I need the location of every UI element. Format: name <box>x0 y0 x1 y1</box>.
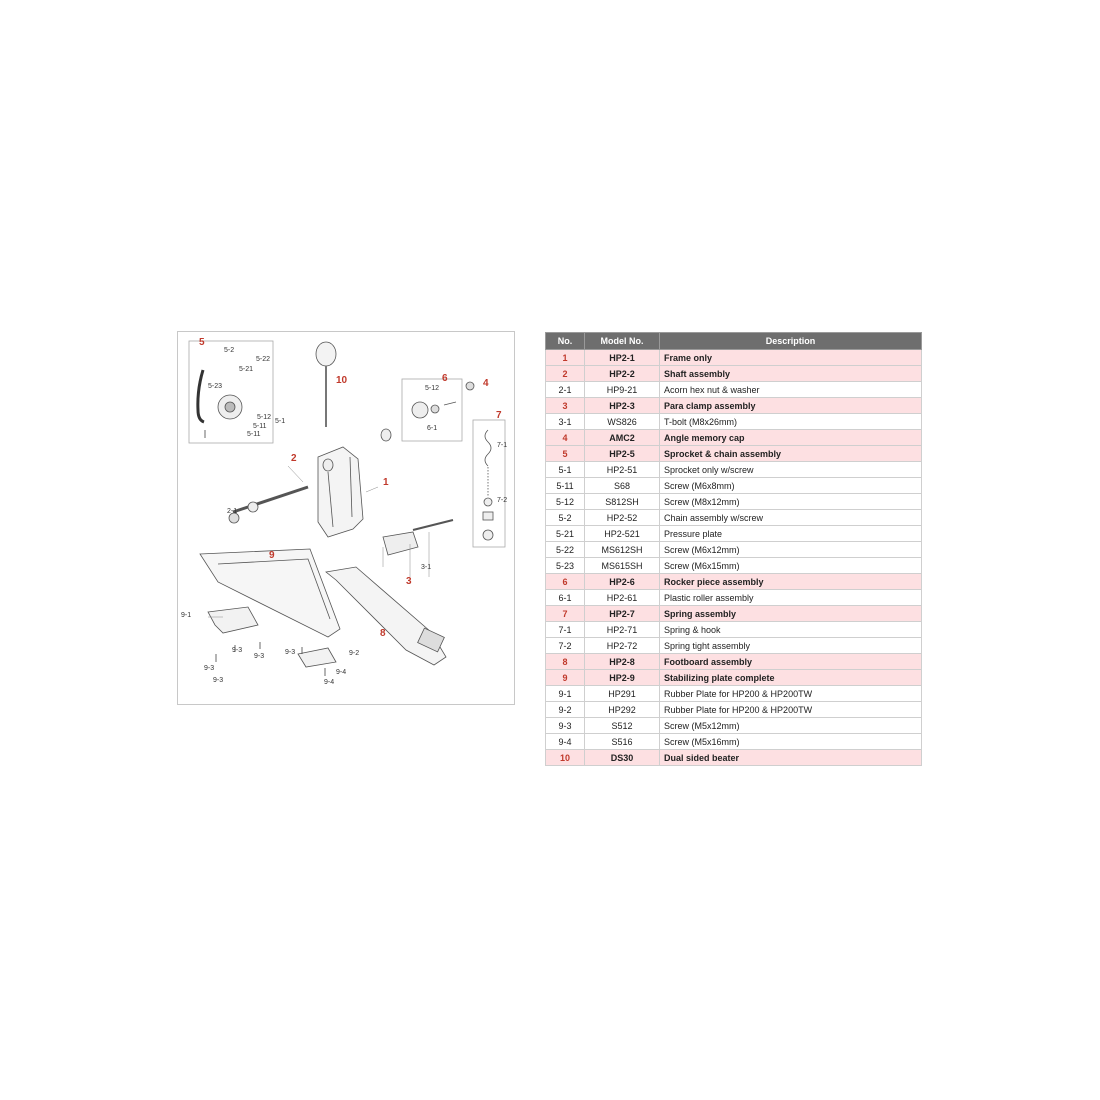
pedal-drawing <box>178 332 516 706</box>
table-row <box>546 462 922 478</box>
table-row <box>546 750 922 766</box>
label-7-2: 7-2 <box>497 497 508 504</box>
cell-no: 2-1 <box>546 382 585 398</box>
table-row <box>546 510 922 526</box>
cell-no: 7-2 <box>546 638 585 654</box>
cell-no: 3-1 <box>546 414 585 430</box>
cell-model: HP2-7 <box>585 606 660 622</box>
cell-description: Chain assembly w/screw <box>660 510 922 526</box>
cell-description: Spring assembly <box>660 606 922 622</box>
cell-description: Shaft assembly <box>660 366 922 382</box>
label-5-11: 5-11 <box>253 423 267 430</box>
cell-model: HP2-5 <box>585 446 660 462</box>
cell-no: 1 <box>546 350 585 366</box>
cell-model: HP2-8 <box>585 654 660 670</box>
parts-table <box>545 332 922 766</box>
cell-description: Footboard assembly <box>660 654 922 670</box>
cell-no: 5-11 <box>546 478 585 494</box>
cell-model: AMC2 <box>585 430 660 446</box>
cell-model: S68 <box>585 478 660 494</box>
cell-model: HP2-6 <box>585 574 660 590</box>
cell-description: Para clamp assembly <box>660 398 922 414</box>
cell-model: HP2-521 <box>585 526 660 542</box>
cell-no: 9 <box>546 670 585 686</box>
table-row <box>546 366 922 382</box>
cell-description: Screw (M8x12mm) <box>660 494 922 510</box>
cell-no: 6-1 <box>546 590 585 606</box>
label-9-2: 9-2 <box>349 650 360 657</box>
table-row <box>546 446 922 462</box>
callout-10: 10 <box>336 375 348 386</box>
label-9-3d: 9-3 <box>213 677 224 684</box>
cell-model: HP2-9 <box>585 670 660 686</box>
table-row <box>546 430 922 446</box>
cell-no: 7 <box>546 606 585 622</box>
cell-model: S516 <box>585 734 660 750</box>
cell-no: 4 <box>546 430 585 446</box>
cell-description: Screw (M6x8mm) <box>660 478 922 494</box>
cell-description: T-bolt (M8x26mm) <box>660 414 922 430</box>
callout-2: 2 <box>291 453 297 464</box>
cell-model: HP292 <box>585 702 660 718</box>
table-row <box>546 526 922 542</box>
cell-description: Angle memory cap <box>660 430 922 446</box>
cell-no: 5-22 <box>546 542 585 558</box>
cell-description: Stabilizing plate complete <box>660 670 922 686</box>
label-6-1: 6-1 <box>427 425 438 432</box>
header-description: Description <box>660 333 922 350</box>
cell-no: 8 <box>546 654 585 670</box>
table-row <box>546 670 922 686</box>
cell-description: Sprocket & chain assembly <box>660 446 922 462</box>
cell-description: Sprocket only w/screw <box>660 462 922 478</box>
cell-model: HP2-3 <box>585 398 660 414</box>
callout-1: 1 <box>383 477 389 488</box>
cell-description: Spring & hook <box>660 622 922 638</box>
cell-no: 5-21 <box>546 526 585 542</box>
cell-description: Acorn hex nut & washer <box>660 382 922 398</box>
cell-description: Screw (M6x12mm) <box>660 542 922 558</box>
cell-description: Rubber Plate for HP200 & HP200TW <box>660 686 922 702</box>
callout-4: 4 <box>483 378 489 389</box>
parts-table-body <box>546 350 922 766</box>
table-row <box>546 542 922 558</box>
cell-model: HP2-51 <box>585 462 660 478</box>
callout-5: 5 <box>199 337 205 348</box>
header-no: No. <box>546 333 585 350</box>
table-row <box>546 350 922 366</box>
cell-model: HP2-52 <box>585 510 660 526</box>
cell-no: 10 <box>546 750 585 766</box>
cell-description: Plastic roller assembly <box>660 590 922 606</box>
cell-no: 2 <box>546 366 585 382</box>
cell-model: HP9-21 <box>585 382 660 398</box>
table-row <box>546 702 922 718</box>
label-7-1: 7-1 <box>497 442 508 449</box>
callout-7: 7 <box>496 410 502 421</box>
cell-description: Screw (M6x15mm) <box>660 558 922 574</box>
cell-no: 9-3 <box>546 718 585 734</box>
table-row <box>546 622 922 638</box>
label-5-22: 5-22 <box>256 356 271 363</box>
label-5-2: 5-2 <box>224 347 235 354</box>
table-row <box>546 494 922 510</box>
cell-no: 9-1 <box>546 686 585 702</box>
cell-model: DS30 <box>585 750 660 766</box>
cell-description: Pressure plate <box>660 526 922 542</box>
cell-no: 7-1 <box>546 622 585 638</box>
cell-description: Rubber Plate for HP200 & HP200TW <box>660 702 922 718</box>
cell-model: HP2-2 <box>585 366 660 382</box>
callout-3: 3 <box>406 576 412 587</box>
label-9-3a: 9-3 <box>232 647 243 654</box>
table-row <box>546 606 922 622</box>
label-9-3b: 9-3 <box>254 653 265 660</box>
cell-model: MS615SH <box>585 558 660 574</box>
label-9-1: 9-1 <box>181 612 192 619</box>
cell-model: MS612SH <box>585 542 660 558</box>
label-5-23: 5-23 <box>208 383 223 390</box>
cell-description: Screw (M5x12mm) <box>660 718 922 734</box>
cell-no: 9-2 <box>546 702 585 718</box>
table-header-row <box>546 333 922 350</box>
cell-no: 5-1 <box>546 462 585 478</box>
cell-no: 5-23 <box>546 558 585 574</box>
label-5-11b: 5-11 <box>247 431 261 438</box>
label-9-3e: 9-3 <box>285 649 296 656</box>
label-9-4b: 9-4 <box>324 679 335 686</box>
table-row <box>546 686 922 702</box>
label-5-21: 5-21 <box>239 366 254 373</box>
label-2-1: 2-1 <box>227 508 238 515</box>
cell-description: Dual sided beater <box>660 750 922 766</box>
cell-model: HP2-61 <box>585 590 660 606</box>
label-5-12: 5-12 <box>257 414 272 421</box>
cell-description: Spring tight assembly <box>660 638 922 654</box>
cell-no: 5-2 <box>546 510 585 526</box>
table-row <box>546 590 922 606</box>
label-6-5-12: 5-12 <box>425 385 440 392</box>
cell-no: 5-12 <box>546 494 585 510</box>
cell-no: 5 <box>546 446 585 462</box>
cell-model: HP2-71 <box>585 622 660 638</box>
table-row <box>546 478 922 494</box>
cell-description: Screw (M5x16mm) <box>660 734 922 750</box>
table-row <box>546 734 922 750</box>
cell-model: S812SH <box>585 494 660 510</box>
table-row <box>546 558 922 574</box>
cell-model: WS826 <box>585 414 660 430</box>
label-3-1: 3-1 <box>421 564 432 571</box>
exploded-parts-diagram <box>177 331 515 705</box>
cell-no: 6 <box>546 574 585 590</box>
cell-no: 9-4 <box>546 734 585 750</box>
cell-model: HP2-72 <box>585 638 660 654</box>
cell-description: Rocker piece assembly <box>660 574 922 590</box>
label-9-4a: 9-4 <box>336 669 347 676</box>
cell-model: S512 <box>585 718 660 734</box>
cell-description: Frame only <box>660 350 922 366</box>
callout-6: 6 <box>442 373 448 384</box>
label-5-1: 5-1 <box>275 418 286 425</box>
table-row <box>546 574 922 590</box>
table-row <box>546 398 922 414</box>
table-row <box>546 414 922 430</box>
callout-9: 9 <box>269 550 275 561</box>
table-row <box>546 718 922 734</box>
table-row <box>546 654 922 670</box>
table-row <box>546 382 922 398</box>
callout-8: 8 <box>380 628 386 639</box>
label-9-3c: 9-3 <box>204 665 215 672</box>
table-row <box>546 638 922 654</box>
cell-no: 3 <box>546 398 585 414</box>
cell-model: HP291 <box>585 686 660 702</box>
cell-model: HP2-1 <box>585 350 660 366</box>
header-model: Model No. <box>585 333 660 350</box>
